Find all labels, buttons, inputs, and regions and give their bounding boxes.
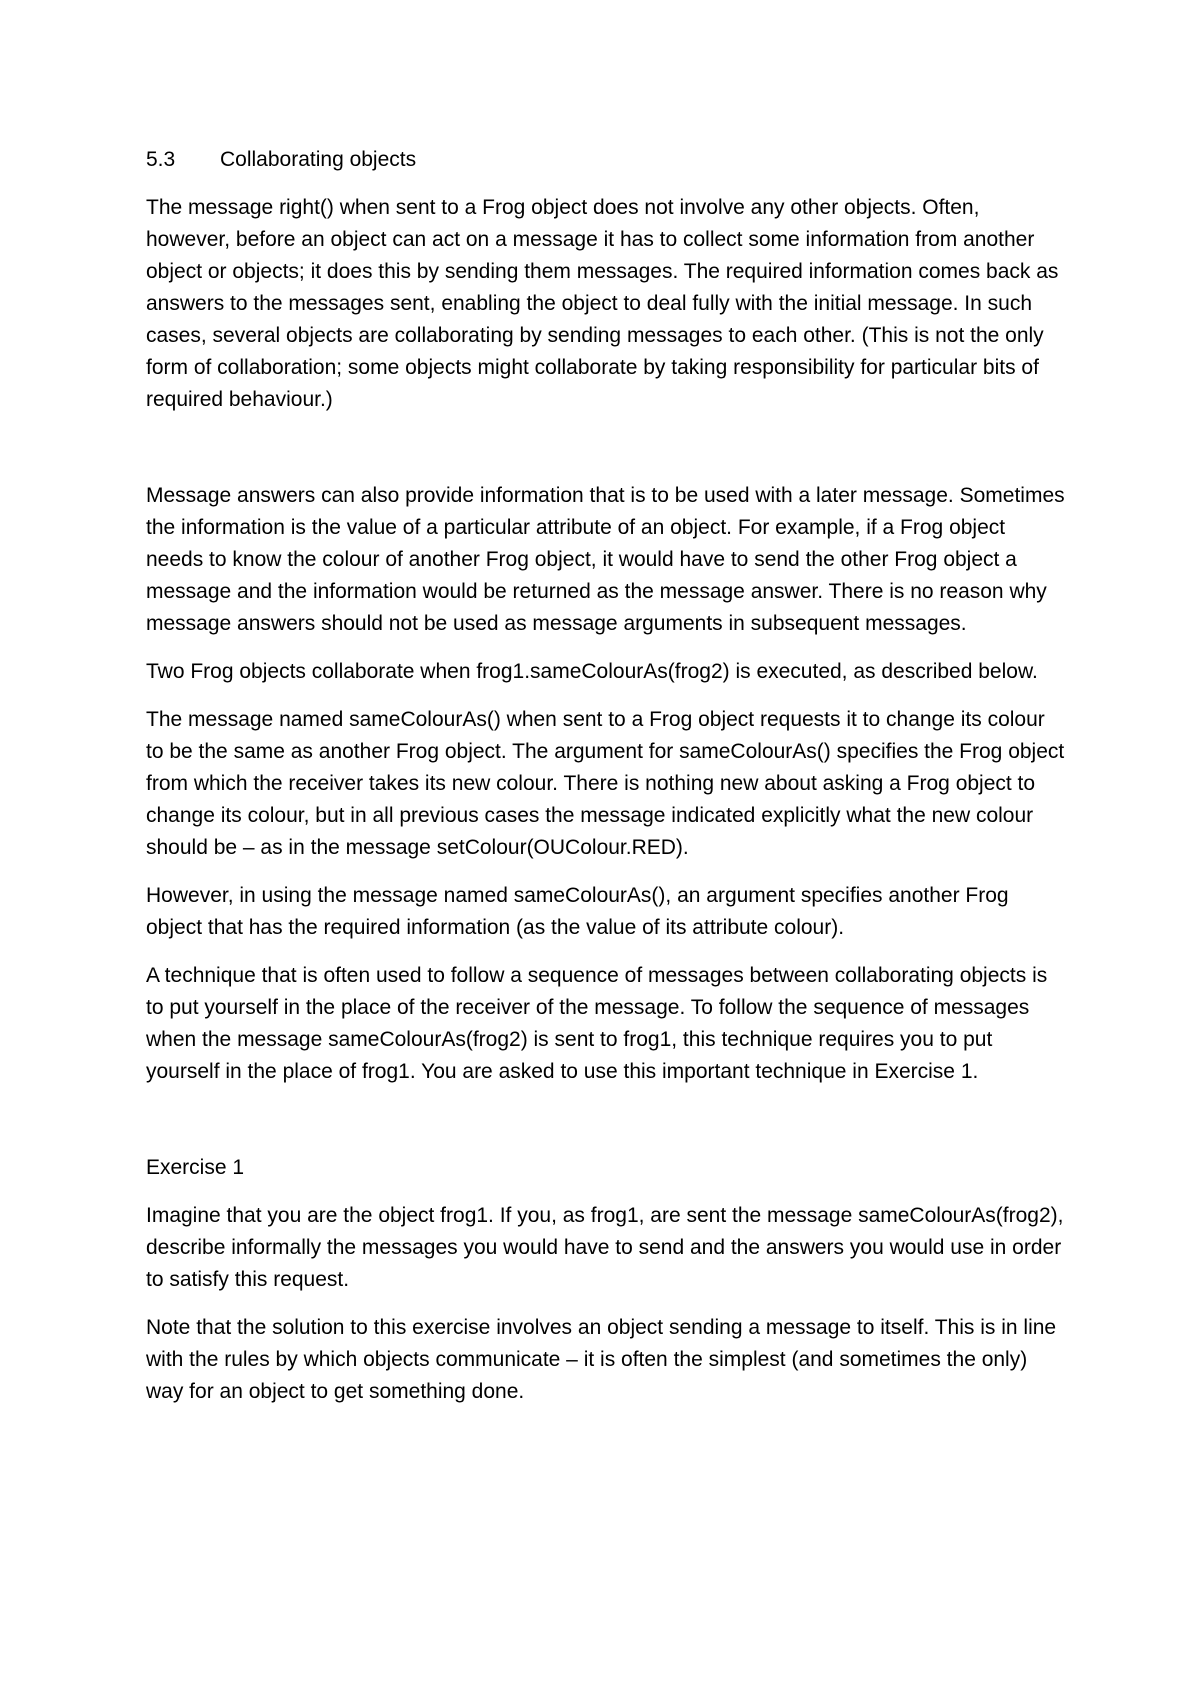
paragraph-collaboration-intro: The message right() when sent to a Frog object does not involve any other objects. Often, however, before an object can act on a message it has to collect some information from another object or objects; it does this by sending them messages. The required information comes back as answers to the messages sent, enabling the object to deal fully with the initial message. In such cases, several objects are collaborating by sending messages to each other. (This is not the only form of collaboration; some objects might collaborate by taking responsibility for particular bits of required behaviour.) — [146, 196, 1059, 411]
exercise-question: Imagine that you are the object frog1. If you, as frog1, are sent the message sameColourAs(frog2), describe informally the messages you would have to send and the answers you would use in order to satisfy this request. — [146, 1204, 1064, 1291]
document-body — [146, 144, 1066, 1424]
exercise-note: Note that the solution to this exercise involves an object sending a message to itself. This is in line with the rules by which objects communicate – it is often the simplest (and sometimes the only) way for an object to get something done. — [146, 1316, 1057, 1403]
paragraph-message-answers: Message answers can also provide information that is to be used with a later message. Sometimes the information is the value of a particular attribute of an object. For example, if a Frog object needs to know the colour of another Frog object, it would have to send the other Frog object a message and the information would be returned as the message answer. There is no reason why message answers should not be used as message arguments in subsequent messages. — [146, 484, 1065, 635]
paragraph-technique: A technique that is often used to follow a sequence of messages between collaborating objects is to put yourself in the place of the receiver of the message. To follow the sequence of messages when the message sameColourAs(frog2) is sent to frog1, this technique requires you to put yourself in the place of frog1. You are asked to use this important technique in Exercise 1. — [146, 964, 1048, 1083]
paragraph-argument-specifies: However, in using the message named sameColourAs(), an argument specifies another Frog object that has the required information (as the value of its attribute colour). — [146, 884, 1009, 939]
paragraph-frog-collaborate: Two Frog objects collaborate when frog1.sameColourAs(frog2) is executed, as described below. — [146, 660, 1038, 683]
exercise-title: Exercise 1 — [146, 1156, 245, 1179]
section-number: 5.3 — [146, 148, 176, 171]
section-title: Collaborating objects — [220, 148, 417, 171]
section-heading — [146, 144, 1066, 176]
paragraph-samecolouras: The message named sameColourAs() when sent to a Frog object requests it to change its colour to be the same as another Frog object. The argument for sameColourAs() specifies the Frog object from which the receiver takes its new colour. There is nothing new about asking a Frog object to change its colour, but in all previous cases the message indicated explicitly what the new colour should be – as in the message setColour(OUColour.RED). — [146, 708, 1065, 859]
